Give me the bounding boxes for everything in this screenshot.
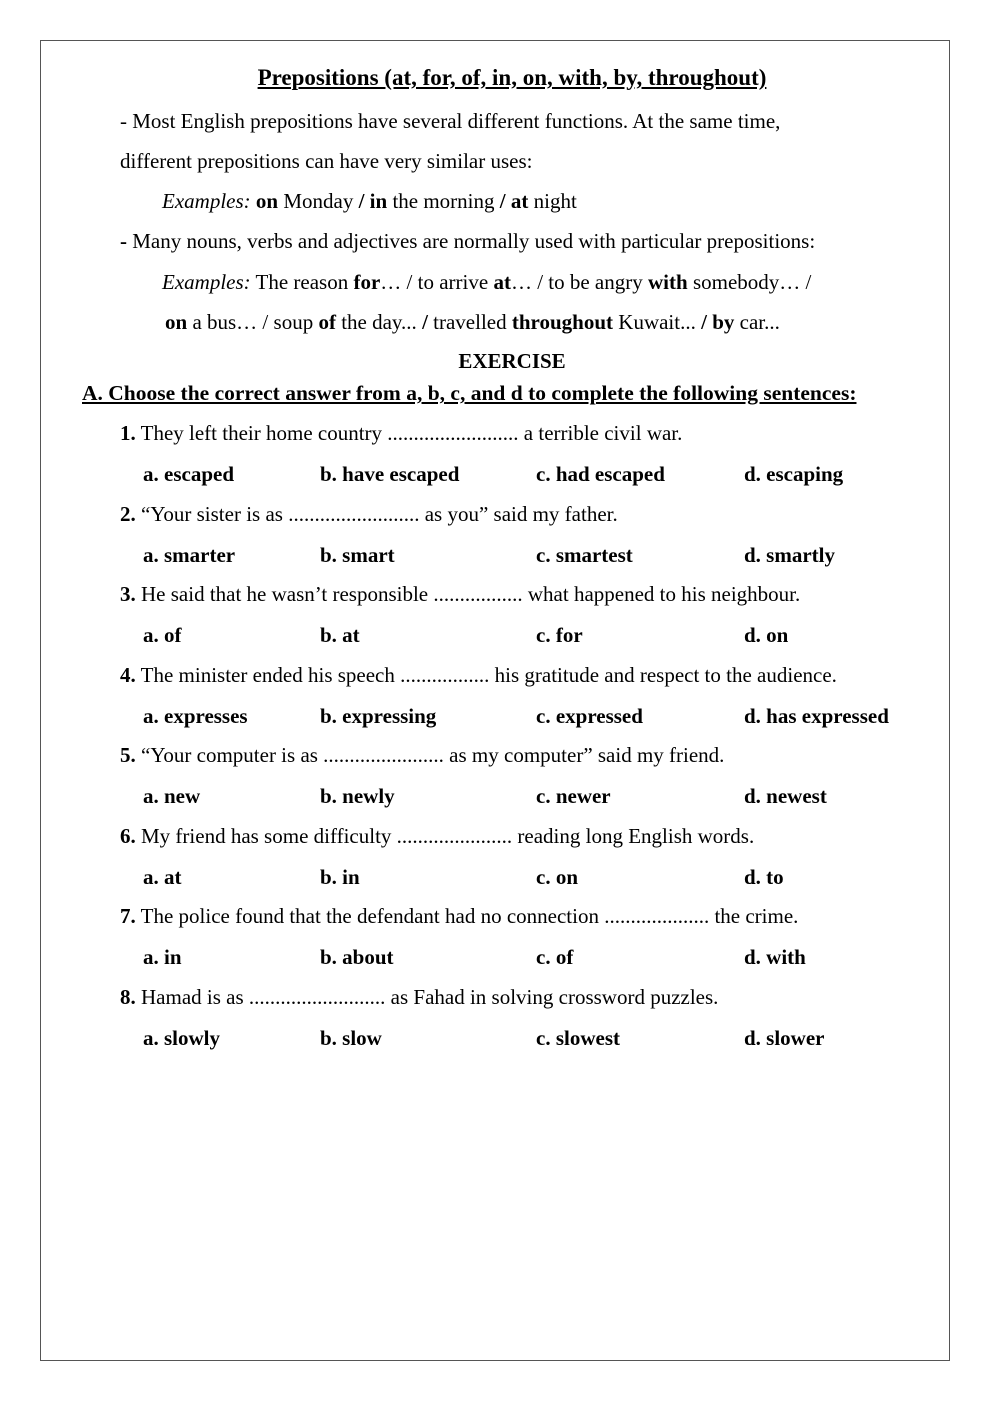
intro-text: different prepositions can have very similar uses: [120, 149, 533, 173]
answer-option-a: a. new [143, 784, 201, 808]
question [120, 421, 682, 445]
intro-line [120, 109, 780, 133]
answer-option-d: d. has expressed [744, 703, 889, 728]
question-text: “Your computer is as ....................... as my computer” said my friend. [135, 743, 725, 767]
answer-option-a: a. slowly [143, 1025, 221, 1050]
answer-option-c: c. of [536, 945, 574, 969]
question-text: The minister ended his speech ................. his gratitude and respect to the audience. [135, 662, 837, 687]
answer-option-b: b. have escaped [320, 462, 460, 486]
question-text: They left their home country ......................... a terrible civil war. [135, 421, 683, 445]
intro-line [165, 310, 780, 334]
answer-option-d: d. on [744, 623, 789, 647]
exercise-heading: EXERCISE [458, 349, 566, 373]
question-text: My friend has some difficulty ...................... reading long English words. [135, 823, 755, 848]
bold-preposition: at [493, 270, 511, 294]
intro-text: car... [734, 310, 780, 334]
bold-preposition: on [255, 189, 279, 213]
bold-preposition: for [353, 270, 381, 294]
bold-preposition: - [120, 229, 127, 253]
answer-option-b: b. expressing [320, 703, 437, 728]
question-number: 7. [120, 904, 136, 928]
question [120, 743, 724, 767]
question-text: He said that he wasn’t responsible ................. what happened to his neighbour. [135, 582, 801, 606]
bold-preposition: throughout [511, 310, 614, 334]
question [120, 904, 798, 928]
intro-text: The reason [250, 270, 354, 294]
intro-line [162, 270, 811, 294]
bold-preposition: at [510, 189, 529, 213]
answer-option-c: c. had escaped [536, 462, 665, 486]
intro-text: … / to arrive [380, 270, 494, 294]
bold-preposition: on [165, 310, 188, 334]
answer-option-b: b. in [320, 864, 360, 889]
answer-option-a: a. expresses [143, 703, 248, 728]
bold-preposition: of [318, 310, 336, 334]
answer-option-b: b. newly [320, 784, 395, 808]
bold-preposition: by [712, 310, 735, 334]
answer-option-d: d. escaping [744, 462, 844, 486]
answer-option-a: a. escaped [143, 462, 234, 486]
section-a-instructions: A. Choose the correct answer from a, b, c, and d to complete the following sentences: [82, 381, 857, 405]
answer-option-d: d. smartly [744, 542, 835, 567]
intro-text: Kuwait... [613, 310, 702, 334]
answer-option-d: d. with [744, 945, 806, 969]
intro-line [120, 229, 815, 253]
answer-option-c: c. expressed [536, 703, 643, 728]
intro-text: a bus… / soup [187, 310, 319, 334]
answer-option-a: a. at [143, 864, 182, 889]
bold-preposition: / [358, 189, 365, 213]
intro-text: Monday [278, 189, 359, 213]
question [120, 985, 718, 1009]
answer-option-d: d. newest [744, 784, 827, 808]
answer-option-c: c. newer [536, 784, 611, 808]
intro-text: the day... [335, 310, 423, 334]
question-number: 2. [120, 501, 136, 526]
question [120, 502, 618, 526]
intro-text: the morning [387, 189, 500, 213]
answer-option-c: c. for [536, 623, 583, 647]
answer-option-a: a. in [143, 945, 182, 969]
answer-option-b: b. slow [320, 1025, 382, 1050]
question-number: 4. [120, 662, 136, 687]
bold-preposition: with [648, 270, 688, 294]
question-text: Hamad is as .......................... as Fahad in solving crossword puzzles. [135, 984, 719, 1009]
answer-option-c: c. slowest [536, 1025, 620, 1050]
answer-option-b: b. smart [320, 542, 395, 567]
question [120, 663, 837, 687]
intro-text: somebody… / [687, 270, 812, 294]
examples-label: Examples: [162, 189, 251, 213]
intro-text: travelled [427, 310, 512, 334]
question-number: 8. [120, 984, 136, 1009]
question-number: 5. [120, 743, 136, 767]
answer-option-c: c. on [536, 864, 578, 889]
answer-option-b: b. about [320, 945, 394, 969]
intro-text: night [528, 189, 577, 213]
page-title: Prepositions (at, for, of, in, on, with, by, throughout) [257, 65, 767, 90]
intro-line [120, 149, 533, 173]
bold-preposition: / [701, 310, 707, 334]
answer-option-d: d. slower [744, 1025, 825, 1050]
question-number: 3. [120, 582, 136, 606]
answer-option-d: d. to [744, 864, 784, 889]
bold-preposition: in [369, 189, 388, 213]
answer-option-a: a. smarter [143, 542, 236, 567]
intro-line [162, 189, 577, 213]
question [120, 824, 754, 848]
intro-text: Many nouns, verbs and adjectives are normally used with particular prepositions: [127, 229, 816, 253]
answer-option-a: a. of [143, 623, 182, 647]
intro-text: - Most English prepositions have several different functions. At the same time, [120, 109, 781, 133]
question [120, 582, 800, 606]
question-number: 6. [120, 823, 136, 848]
question-text: The police found that the defendant had no connection .................... the crime. [135, 904, 799, 928]
bold-preposition: / [499, 189, 506, 213]
question-number: 1. [120, 421, 136, 445]
examples-label: Examples: [162, 270, 251, 294]
answer-option-b: b. at [320, 623, 360, 647]
question-text: “Your sister is as ......................... as you” said my father. [135, 501, 618, 526]
bold-preposition: / [422, 310, 428, 334]
intro-text: … / to be angry [510, 270, 648, 294]
answer-option-c: c. smartest [536, 542, 633, 567]
